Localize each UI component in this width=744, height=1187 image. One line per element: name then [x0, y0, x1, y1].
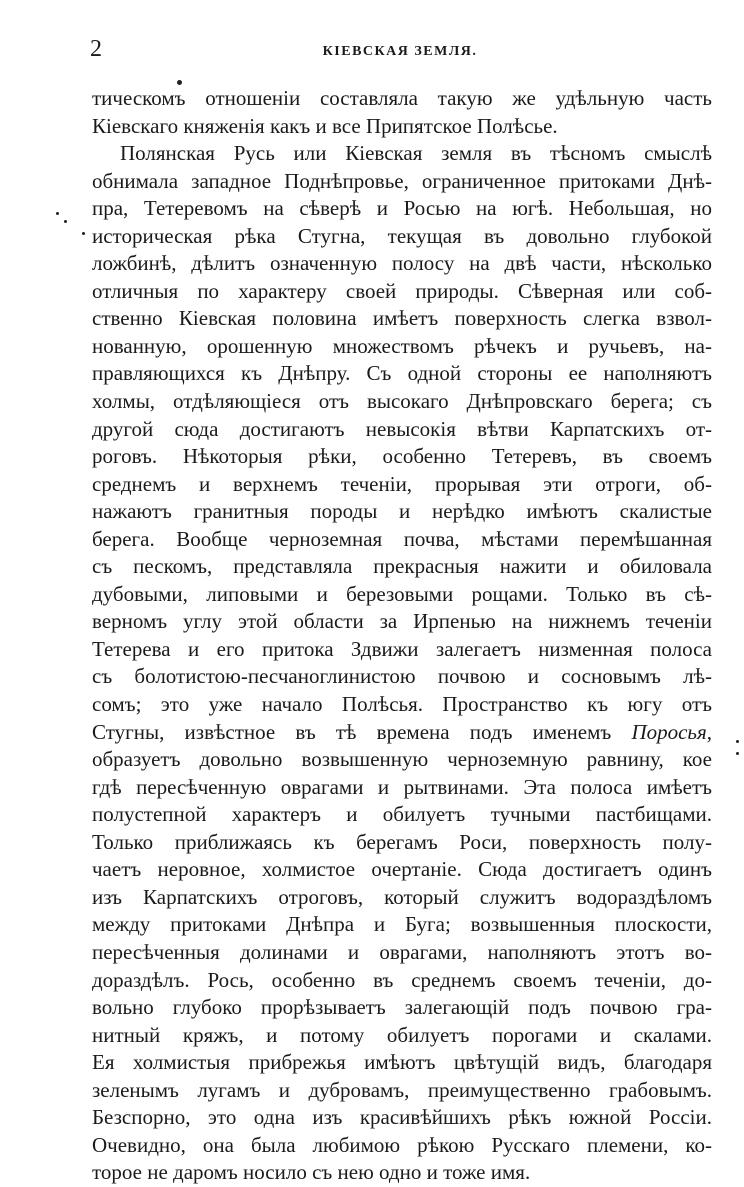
text-line: между притоками Днѣпра и Буга; возвышенныя плоскости,: [92, 912, 712, 937]
text-line: торое не даромъ носило съ нею одно и тоже имя.: [92, 1160, 531, 1185]
text-line: ственно Кіевская половина имѣетъ поверхность слегка взвол-: [92, 306, 712, 331]
text-line: съ пескомъ, представляла прекрасныя нажити и обиловала: [92, 554, 712, 579]
text-line: пра, Тетеревомъ на сѣверѣ и Росью на югѣ. Небольшая, но: [92, 196, 712, 221]
ink-speck: [64, 220, 67, 223]
text-line: пересѣченныя долинами и оврагами, наполняютъ этотъ во-: [92, 939, 712, 964]
text-line: отличныя по характеру своей природы. Сѣверная или соб-: [92, 278, 712, 303]
text-line: Безспорно, это одна изъ красивѣйшихъ рѣкъ южной Россіи.: [92, 1105, 712, 1130]
italic-term: Поросья: [631, 719, 707, 744]
text-line: тическомъ отношеніи составляла такую же удѣльную часть: [92, 86, 712, 110]
text-line: Стугны, извѣстное въ тѣ времена подъ именемъ Поросья,: [92, 719, 712, 744]
text-line: обнимала западное Поднѣпровье, ограниченное притоками Днѣ-: [92, 168, 712, 193]
body-text: [92, 85, 712, 1187]
text-line: Очевидно, она была любимою рѣкою Русскаго племени, ко-: [92, 1132, 712, 1157]
text-line: Ея холмистыя прибрежья имѣютъ цвѣтущій видъ, благодаря: [92, 1050, 712, 1075]
text-line: нованную, орошенную множествомъ рѣчекъ и ручьевъ, на-: [92, 333, 712, 358]
page-header: [90, 36, 710, 66]
running-head: КІЕВСКАЯ ЗЕМЛЯ.: [322, 44, 478, 59]
text-line: вольно глубоко прорѣзываетъ залегающій подъ почвою гра-: [92, 995, 712, 1020]
text-line: Только приближаясь къ берегамъ Роси, поверхность полу-: [92, 829, 712, 854]
text-line: образуетъ довольно возвышенную черноземную равнину, кое: [92, 747, 712, 772]
ink-speck: [736, 752, 739, 755]
text-line: Кіевскаго княженія какъ и все Припятское Полѣсье.: [92, 113, 558, 138]
text-line: Тетерева и его притока Здвижи залегаетъ низменная полоса: [92, 636, 712, 661]
text-line: дубовыми, липовыми и березовыми рощами. Только въ сѣ-: [92, 581, 712, 606]
text-line: ложбинѣ, дѣлитъ означенную полосу на двѣ части, нѣсколько: [92, 251, 712, 276]
text-line: историческая рѣка Стугна, текущая въ довольно глубокой: [92, 223, 712, 248]
text-line: гдѣ пересѣченную оврагами и рытвинами. Эта полоса имѣетъ: [92, 774, 712, 799]
ink-speck: [177, 80, 182, 85]
text-line: нитный кряжъ, и потому обилуетъ порогами и скалами.: [92, 1022, 712, 1047]
text-line: правляющихся къ Днѣпру. Съ одной стороны ее наполняютъ: [92, 361, 712, 386]
text-line: роговъ. Нѣкоторыя рѣки, особенно Тетеревъ, въ своемъ: [92, 444, 712, 469]
text-line: изъ Карпатскихъ отроговъ, который служитъ водораздѣломъ: [92, 884, 712, 909]
text-line: берега. Вообще черноземная почва, мѣстами перемѣшанная: [92, 526, 712, 551]
ink-speck: [82, 232, 85, 235]
text-line: полустепной характеръ и обилуетъ тучными пастбищами.: [92, 802, 712, 827]
text-line: зеленымъ лугамъ и дубровамъ, преимущественно грабовымъ.: [92, 1077, 712, 1102]
page-number: 2: [90, 36, 102, 62]
ink-speck: [736, 740, 739, 743]
text-line: другой сюда достигаютъ невысокія вѣтви Карпатскихъ от-: [92, 416, 712, 441]
text-line: дораздѣлъ. Рось, особенно въ среднемъ своемъ теченіи, до-: [92, 967, 712, 992]
text-line: съ болотистою-песчаноглинистою почвою и сосновымъ лѣ-: [92, 664, 712, 689]
text-line: верномъ углу этой области за Ирпенью на нижнемъ теченіи: [92, 609, 712, 634]
text-line: Полянская Русь или Кіевская земля въ тѣсномъ смыслѣ: [120, 141, 712, 166]
text-line: нажаютъ гранитныя породы и нерѣдко имѣютъ скалистые: [92, 499, 712, 524]
text-line: холмы, отдѣляющіеся отъ высокаго Днѣпровскаго берега; съ: [92, 389, 712, 414]
text-line: сомъ; это уже начало Полѣсья. Пространство къ югу отъ: [92, 692, 712, 717]
ink-speck: [56, 212, 59, 215]
text-line: чаетъ неровное, холмистое очертаніе. Сюда достигаетъ одинъ: [92, 857, 712, 882]
text-line: среднемъ и верхнемъ теченіи, прорывая эти отроги, об-: [92, 471, 712, 496]
